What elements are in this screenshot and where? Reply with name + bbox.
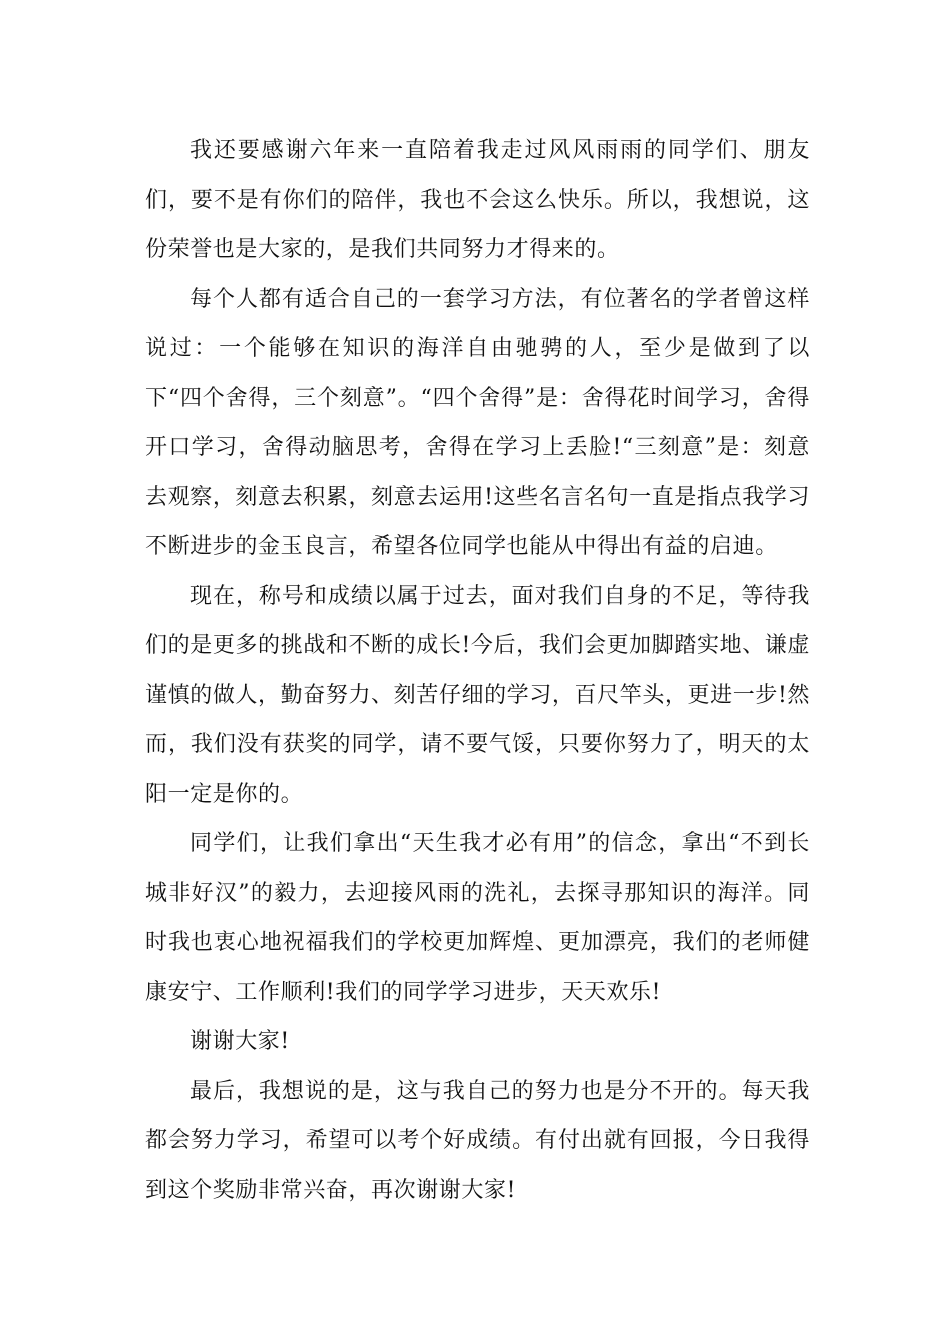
paragraph-thank-you: 谢谢大家! xyxy=(190,1029,290,1054)
document-body xyxy=(145,126,810,1215)
paragraph-future: 现在，称号和成绩以属于过去，面对我们自身的不足，等待我们的是更多的挑战和不断的成长!今后，我们会更加脚踏实地、谦虚谨慎的做人，勤奋努力、刻苦仔细的学习，百尺竿头，更进一步!然而，我们没有获奖的同学，请不要气馁，只要你努力了，明天的太阳一定是你的。 xyxy=(145,583,810,807)
paragraph-encouragement: 同学们，让我们拿出“天生我才必有用”的信念，拿出“不到长城非好汉”的毅力，去迎接风雨的洗礼，去探寻那知识的海洋。同时我也衷心地祝福我们的学校更加辉煌、更加漂亮，我们的老师健康安宁、工作顺利!我们的同学学习进步，天天欢乐! xyxy=(145,831,810,1005)
paragraph-thanks-classmates: 我还要感谢六年来一直陪着我走过风风雨雨的同学们、朋友们，要不是有你们的陪伴，我也不会这么快乐。所以，我想说，这份荣誉也是大家的，是我们共同努力才得来的。 xyxy=(145,138,810,262)
paragraph-study-method: 每个人都有适合自己的一套学习方法，有位著名的学者曾这样说过：一个能够在知识的海洋自由驰骋的人，至少是做到了以下“四个舍得，三个刻意”。“四个舍得”是：舍得花时间学习，舍得开口学习，舍得动脑思考，舍得在学习上丢脸!“三刻意”是：刻意去观察，刻意去积累，刻意去运用!这些名言名句一直是指点我学习不断进步的金玉良言，希望各位同学也能从中得出有益的启迪。 xyxy=(145,286,810,559)
paragraph-closing: 最后，我想说的是，这与我自己的努力也是分不开的。每天我都会努力学习，希望可以考个好成绩。有付出就有回报，今日我得到这个奖励非常兴奋，再次谢谢大家! xyxy=(145,1078,810,1203)
